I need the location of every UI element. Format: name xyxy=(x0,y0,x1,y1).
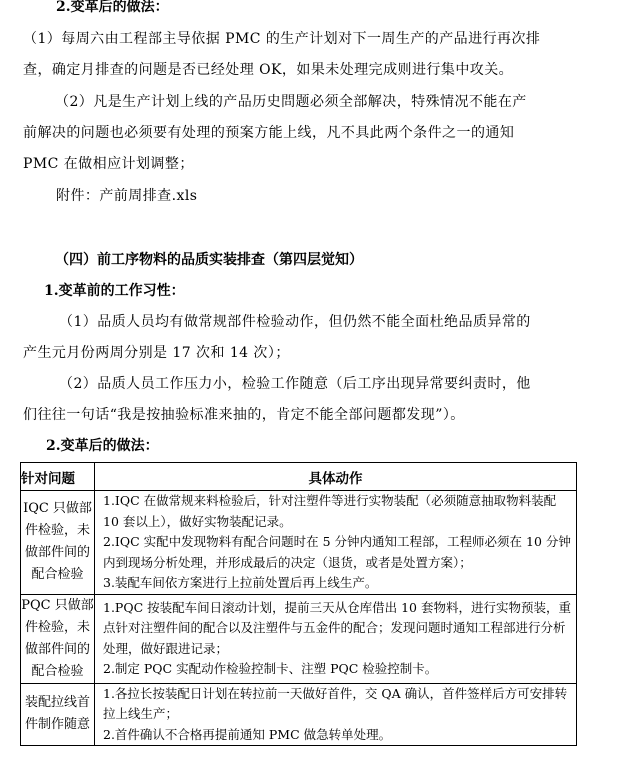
action-cell xyxy=(95,594,577,683)
table-row xyxy=(21,491,577,595)
action-item: 3.装配车间依方案进行上拉前处置后再上线生产。 xyxy=(103,575,378,590)
action-cell xyxy=(95,491,577,595)
table-row xyxy=(21,594,577,683)
table-row xyxy=(21,683,577,746)
action-item: 1.各拉长按装配日计划在转拉前一天做好首件，交 QA 确认，首件签样后方可安排转拉上线生产； xyxy=(103,685,568,721)
action-item: 2.首件确认不合格再提前通知 PMC 做急转单处理。 xyxy=(103,726,392,742)
section-heading-before: 1.变革前的工作习性： xyxy=(44,283,185,299)
section-heading-after-2: 2.变革后的做法： xyxy=(46,438,159,454)
table-header-row xyxy=(21,463,577,491)
paragraph-line: （2）凡是生产计划上线的产品历史問题必须全部解决，特殊情况不能在产 xyxy=(55,94,527,110)
paragraph-line: 前解决的问题也必须要有处理的预案方能上线，凡不具此两个条件之一的通知 xyxy=(23,125,515,141)
action-item: 2.制定 PQC 实配动作检验控制卡、注塑 PQC 检验控制卡。 xyxy=(103,661,438,676)
action-item: 1.PQC 按装配车间日滚动计划，提前三天从仓库借出 10 套物料，进行实物预装，重点针对注塑件间的配合以及注塑件与五金件的配合；发现问题时通知工程部进行分析处理，做好跟进记录； xyxy=(103,599,571,656)
issue-cell: PQC 只做部件检验，未做部件间的配合检验 xyxy=(21,594,95,683)
paragraph-line: 产生元月份两周分别是 17 次和 14 次）； xyxy=(23,345,290,361)
paragraph-line: 们往往一句话“我是按抽验标准来抽的，肯定不能全部问题都发现”）。 xyxy=(23,407,465,423)
paragraph-line: （1）品质人员均有做常规部件检验动作，但仍然不能全面杜绝品质异常的 xyxy=(59,314,531,330)
section-heading-after: 2.变革后的做法： xyxy=(56,0,169,15)
action-item: 2.IQC 实配中发现物料有配合问题时在 5 分钟内通知工程部，工程师必须在 10 分钟内到现场分析处理，并形成最后的决定（退货，或者是处置方案）； xyxy=(103,534,571,570)
issue-cell: 装配拉线首件制作随意 xyxy=(21,683,95,746)
action-item: 1.IQC 在做常规来料检验后，针对注塑件等进行实物装配（必须随意抽取物料装配 10 套以上），做好实物装配记录。 xyxy=(103,493,557,529)
attachment-line: 附件：产前周排查.xls xyxy=(56,188,198,204)
paragraph-line: 查，确定月排查的问题是否已经处理 OK，如果未处理完成则进行集中攻关。 xyxy=(23,62,514,78)
section-title: （四）前工序物料的品质实装排查（第四层觉知） xyxy=(55,252,363,268)
paragraph-line: （1）每周六由工程部主导依据 PMC 的生产计划对下一周生产的产品进行再次排 xyxy=(23,31,541,47)
header-issue: 针对问题 xyxy=(21,463,95,491)
action-cell xyxy=(95,683,577,746)
measures-table xyxy=(20,462,577,746)
issue-cell: IQC 只做部件检验，未做部件间的配合检验 xyxy=(21,491,95,595)
paragraph-line: PMC 在做相应计划调整； xyxy=(23,156,194,172)
header-action: 具体动作 xyxy=(95,463,577,491)
paragraph-line: （2）品质人员工作压力小，检验工作随意（后工序出现异常要纠责时，他 xyxy=(59,376,531,392)
